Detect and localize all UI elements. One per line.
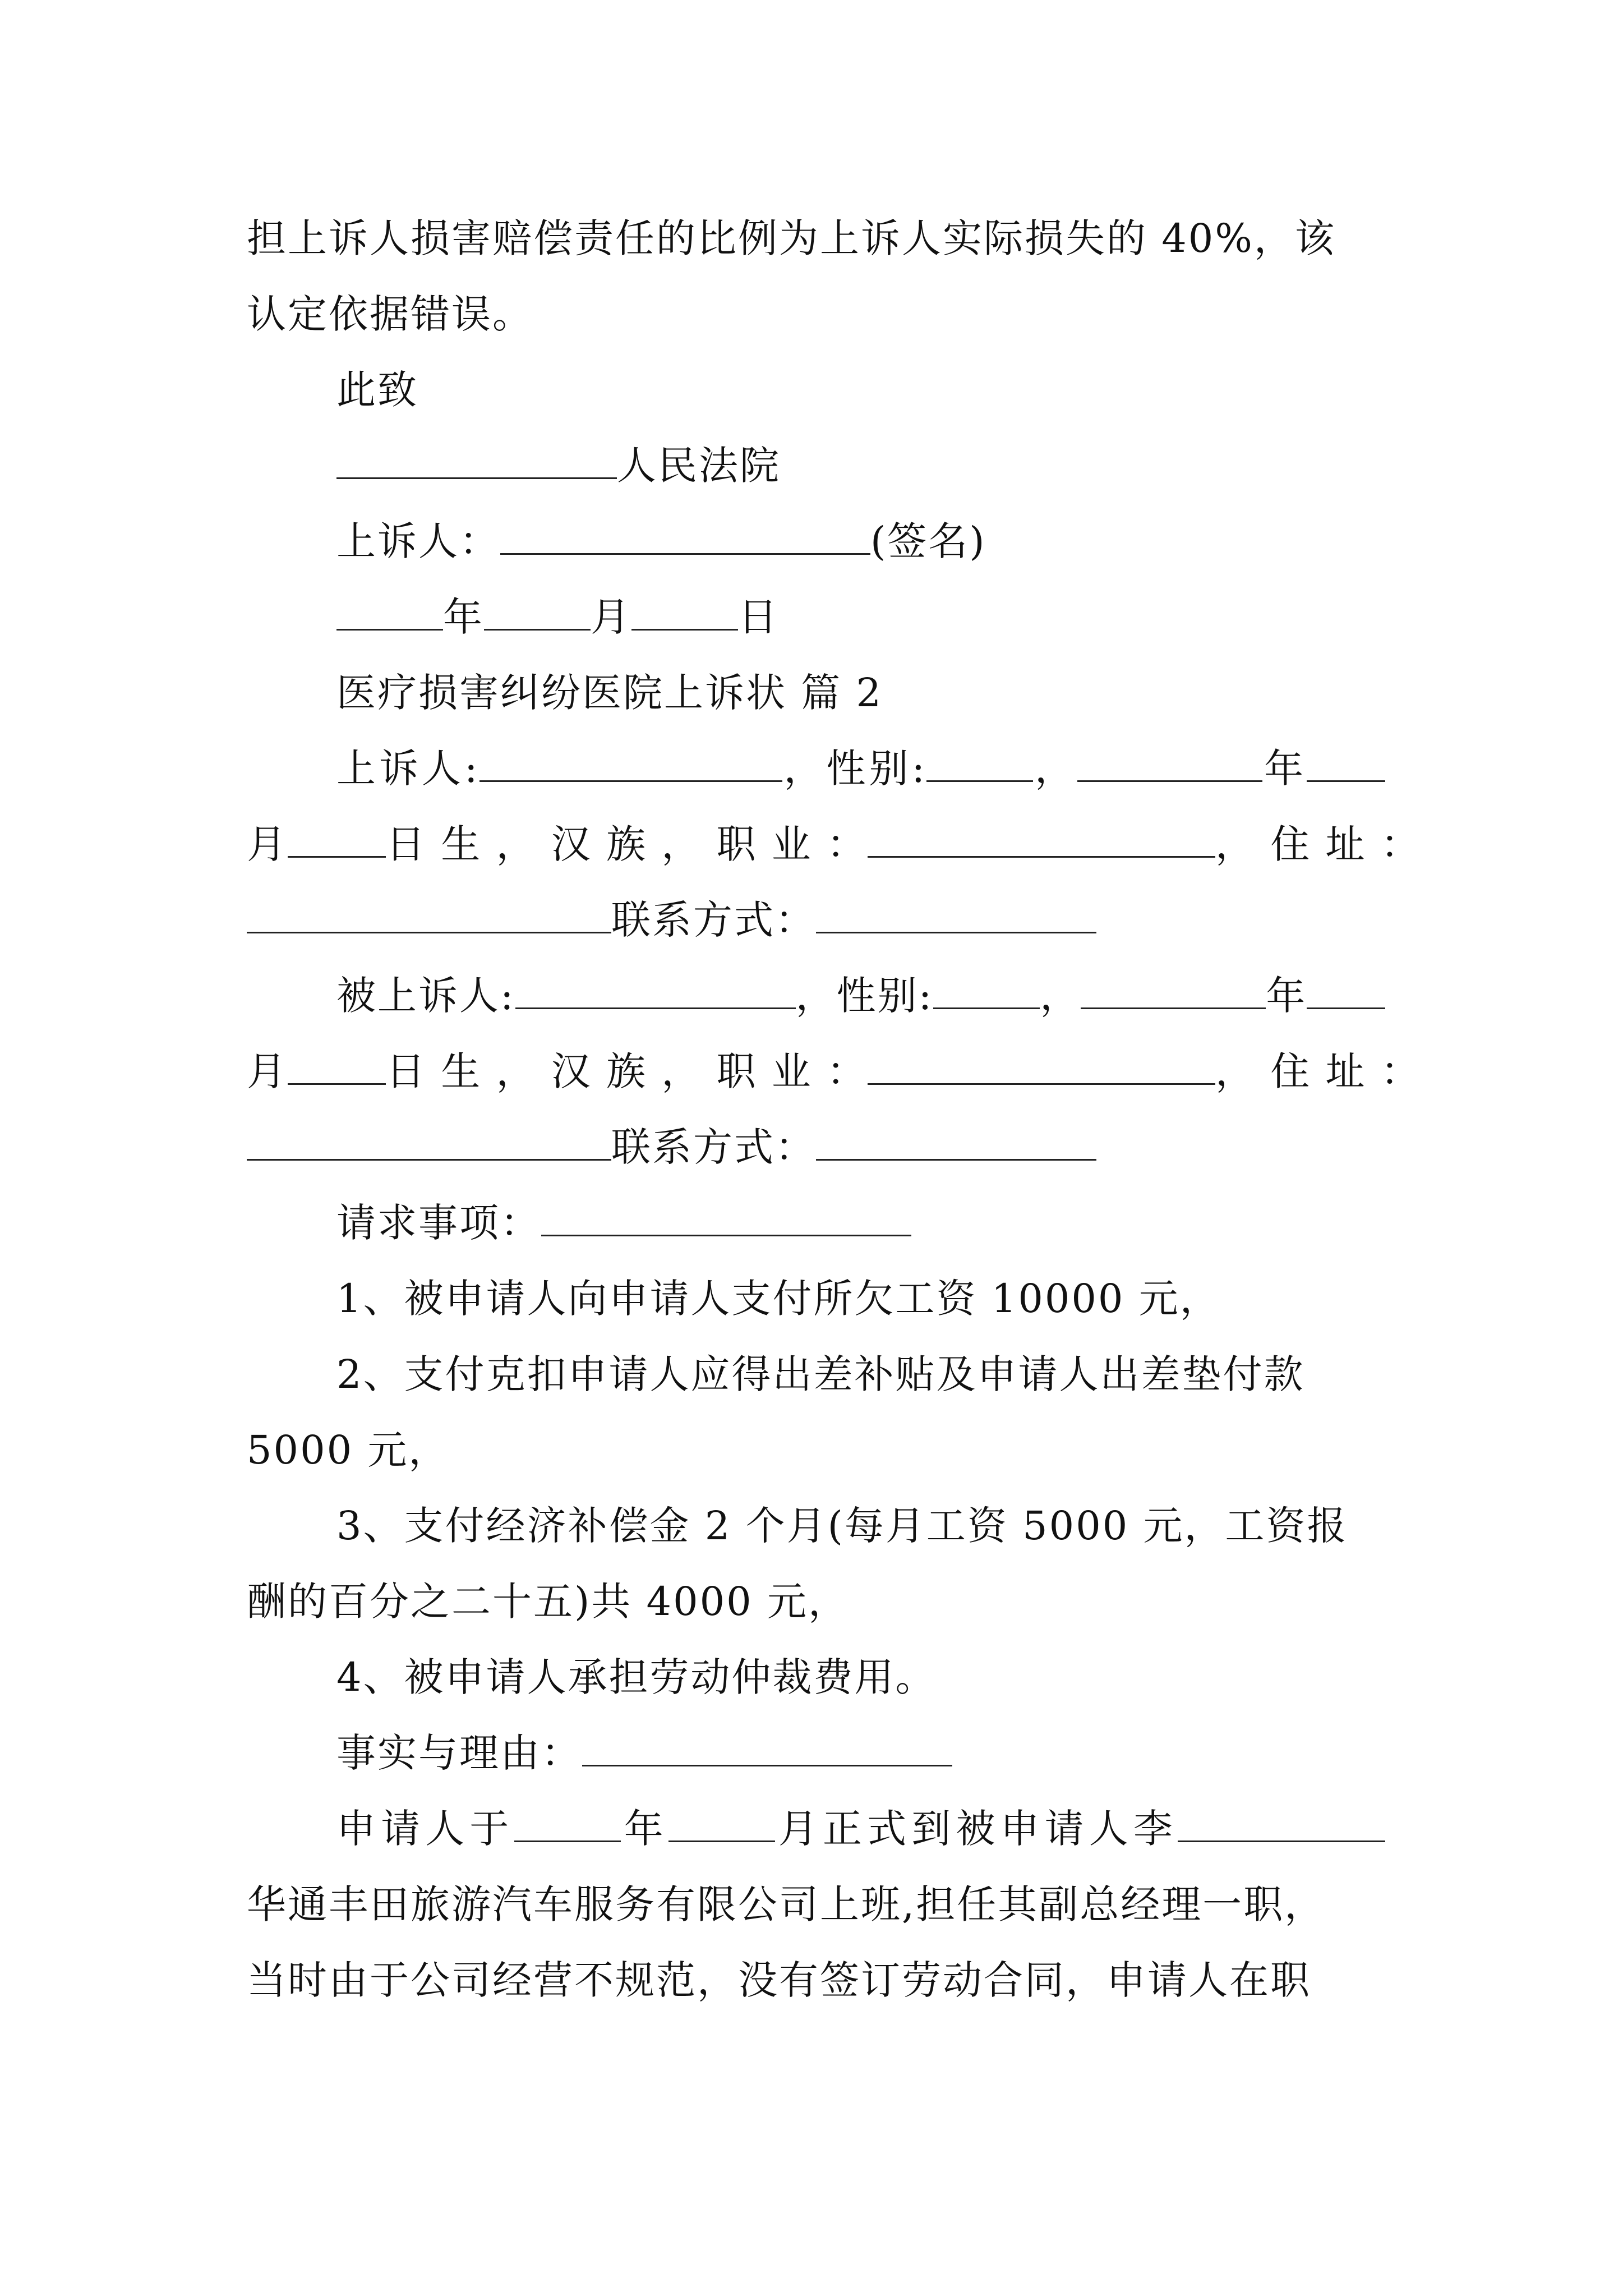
salutation: 此致: [336, 367, 418, 413]
court-suffix: 人民法院: [617, 443, 781, 489]
appellant-year-blank: [1077, 745, 1262, 782]
year-blank: [336, 593, 443, 631]
facts-heading: [336, 1717, 952, 1789]
appellee-month-label: 月: [247, 1048, 288, 1094]
request-item-1: 1、被申请人向申请人支付所欠工资 10000 元，: [336, 1276, 1221, 1322]
appellant-day-blank: [288, 821, 386, 858]
appellant-year-label: 年: [1262, 746, 1307, 792]
appellant-name-blank: [479, 745, 782, 782]
appellant-line-1: [336, 732, 1385, 805]
appellant-address-label: ， 住 址 ：: [1215, 821, 1422, 867]
section-title: 医疗损害纠纷医院上诉状 篇 2: [336, 670, 883, 716]
appellant-line-3: [247, 884, 1096, 956]
signature-suffix: (签名): [870, 518, 986, 564]
facts-year-blank: [514, 1805, 621, 1842]
appellant-contact-label: 联系方式：: [611, 897, 816, 943]
appellee-job-blank: [868, 1048, 1215, 1085]
request-label: 请求事项：: [336, 1200, 541, 1246]
appellant-contact-blank: [816, 896, 1096, 933]
court-blank: [336, 442, 617, 479]
appellant-label: 上诉人:: [336, 746, 479, 792]
appellant-line-2: [247, 808, 1422, 881]
paragraph-line-1: 担上诉人损害赔偿责任的比例为上诉人实际损失的 40%，该: [247, 215, 1336, 261]
appellee-year-label: 年: [1266, 973, 1307, 1019]
facts-blank: [582, 1729, 952, 1766]
request-blank: [541, 1199, 911, 1236]
appellant-gender-label: ，性别:: [782, 746, 927, 792]
facts-year-label: 年: [620, 1806, 668, 1852]
appellee-day-blank: [288, 1048, 386, 1085]
year-label: 年: [443, 594, 484, 640]
day-blank: [631, 593, 738, 631]
appellee-address-blank: [247, 1124, 611, 1161]
appellee-line-2: [247, 1035, 1422, 1108]
paragraph-line-2: 认定依据错误。: [247, 291, 533, 337]
appellant-address-blank: [247, 896, 611, 933]
facts-line-3: 当时由于公司经营不规范，没有签订劳动合同，申请人在职: [247, 1957, 1311, 2003]
court-line: [336, 429, 781, 502]
facts-line-1-a: 申请人于: [336, 1806, 514, 1852]
appellant-job-blank: [868, 821, 1215, 858]
appellant-month-blank: [1307, 745, 1385, 782]
appellant-month-label: 月: [247, 821, 288, 867]
request-heading: [336, 1186, 911, 1259]
appellant-gender-blank: [926, 745, 1033, 782]
appellant-birth-label: 日 生 ， 汉 族 ， 职 业 ：: [386, 821, 868, 867]
request-item-4: 4、被申请人承担劳动仲裁费用。: [336, 1654, 937, 1700]
appellee-line-1: [336, 959, 1385, 1032]
appellant-comma: ，: [1033, 746, 1078, 792]
facts-month-blank: [668, 1805, 775, 1842]
appellee-name-blank: [515, 972, 796, 1009]
signature-line: [336, 505, 986, 578]
month-label: 月: [591, 594, 631, 640]
facts-line-2: 华通丰田旅游汽车服务有限公司上班,担任其副总经理一职，: [247, 1881, 1326, 1927]
facts-label: 事实与理由：: [336, 1730, 582, 1776]
appellee-address-label: ， 住 址 ：: [1215, 1048, 1422, 1094]
request-item-2: 2、支付克扣申请人应得出差补贴及申请人出差垫付款: [336, 1351, 1305, 1397]
appellee-birth-label: 日 生 ， 汉 族 ， 职 业 ：: [386, 1048, 868, 1094]
month-blank: [484, 593, 591, 631]
signature-blank: [500, 518, 870, 555]
day-label: 日: [738, 594, 779, 640]
appellee-year-blank: [1081, 972, 1266, 1009]
appellee-gender-label: ，性别:: [795, 973, 934, 1019]
signature-label: 上诉人：: [336, 518, 500, 564]
facts-line-1-c: 月正式到被申请人李: [774, 1806, 1178, 1852]
facts-line-1: [336, 1792, 1385, 1865]
appellee-gender-blank: [933, 972, 1040, 1009]
request-item-3-cont: 酬的百分之二十五)共 4000 元，: [247, 1579, 849, 1625]
appellee-contact-blank: [816, 1124, 1096, 1161]
appellee-contact-label: 联系方式：: [611, 1124, 816, 1170]
appellee-month-blank: [1307, 972, 1385, 1009]
request-item-3: 3、支付经济补偿金 2 个月(每月工资 5000 元，工资报: [336, 1503, 1348, 1549]
appellee-line-3: [247, 1111, 1096, 1184]
appellee-label: 被上诉人:: [336, 973, 515, 1019]
facts-company-blank: [1178, 1805, 1385, 1842]
date-line: [336, 581, 779, 654]
request-item-2-cont: 5000 元，: [247, 1427, 450, 1473]
appellee-comma: ，: [1040, 973, 1081, 1019]
